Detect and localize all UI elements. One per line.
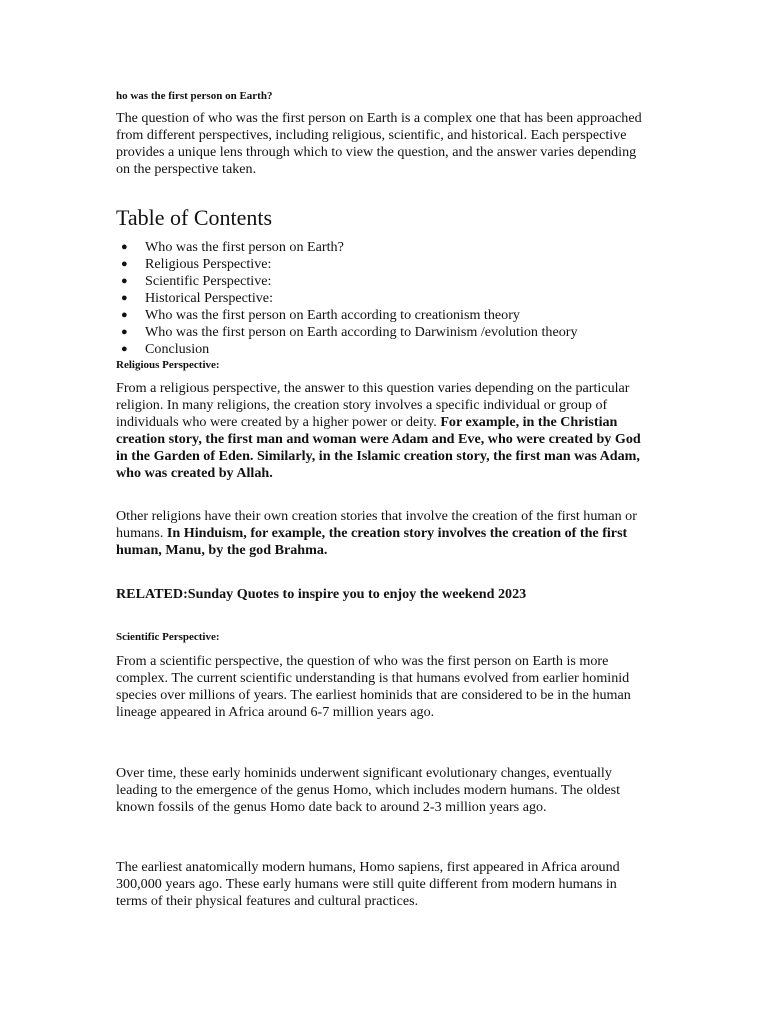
scientific-heading: Scientific Perspective: [116,631,220,643]
toc-item[interactable]: ● Historical Perspective: [121,290,273,306]
toc-item[interactable]: ● Who was the first person on Earth according to creationism theory [121,307,520,323]
scientific-paragraph-1: From a scientific perspective, the question of who was the first person on Earth is more complex. The current scientific understanding is that humans evolved from earlier hominid species over millions of years. The earliest hominids that are considered to be in the human lineage appeared in Africa around 6-7 million years ago. [116,653,631,720]
scientific-paragraph-2: Over time, these early hominids underwent significant evolutionary changes, eventually leading to the emergence of the genus Homo, which includes modern humans. The oldest known fossils of the genus Homo date back to around 2-3 million years ago. [116,765,620,815]
bullet-icon: ● [121,258,128,270]
scientific-paragraph-3: The earliest anatomically modern humans, Homo sapiens, first appeared in Africa around 300,000 years ago. These early humans were still quite different from modern humans in terms of their physical features and cultural practices. [116,859,620,909]
toc-item[interactable]: ● Scientific Perspective: [121,273,272,289]
religious-heading: Religious Perspective: [116,359,220,371]
toc-item[interactable]: ● Religious Perspective: [121,256,272,272]
toc-item[interactable]: ● Conclusion [121,341,210,357]
related-link[interactable]: RELATED:Sunday Quotes to inspire you to enjoy the weekend 2023 [116,586,527,602]
bullet-icon: ● [121,275,128,287]
bullet-icon: ● [121,343,128,355]
bullet-icon: ● [121,309,128,321]
intro-paragraph: The question of who was the first person on Earth is a complex one that has been approached from different perspectives, including religious, scientific, and historical. Each perspective provides a unique lens through which to view the question, and the answer varies depending on the perspective taken. [116,110,642,177]
religious-paragraph-1: From a religious perspective, the answer to this question varies depending on the particular religion. In many religions, the creation story involves a specific individual or group of individuals who were created by a higher power or deity. For example, in the Christian creation story, the first man and woman were Adam and Eve, who were created by God in the Garden of Eden. Similarly, in the Islamic creation story, the first man was Adam, who was created by Allah. [116,380,641,481]
bullet-icon: ● [121,241,128,253]
bullet-icon: ● [121,292,128,304]
toc-item[interactable]: ● Who was the first person on Earth? [121,239,344,255]
toc-item[interactable]: ● Who was the first person on Earth according to Darwinism /evolution theory [121,324,578,340]
bullet-icon: ● [121,326,128,338]
religious-paragraph-2: Other religions have their own creation stories that involve the creation of the first human or humans. In Hinduism, for example, the creation story involves the creation of the first human, Manu, by the god Brahma. [116,508,637,558]
article-heading: ho was the first person on Earth? [116,90,273,102]
toc-list [116,239,656,358]
toc-title: Table of Contents [116,205,273,230]
